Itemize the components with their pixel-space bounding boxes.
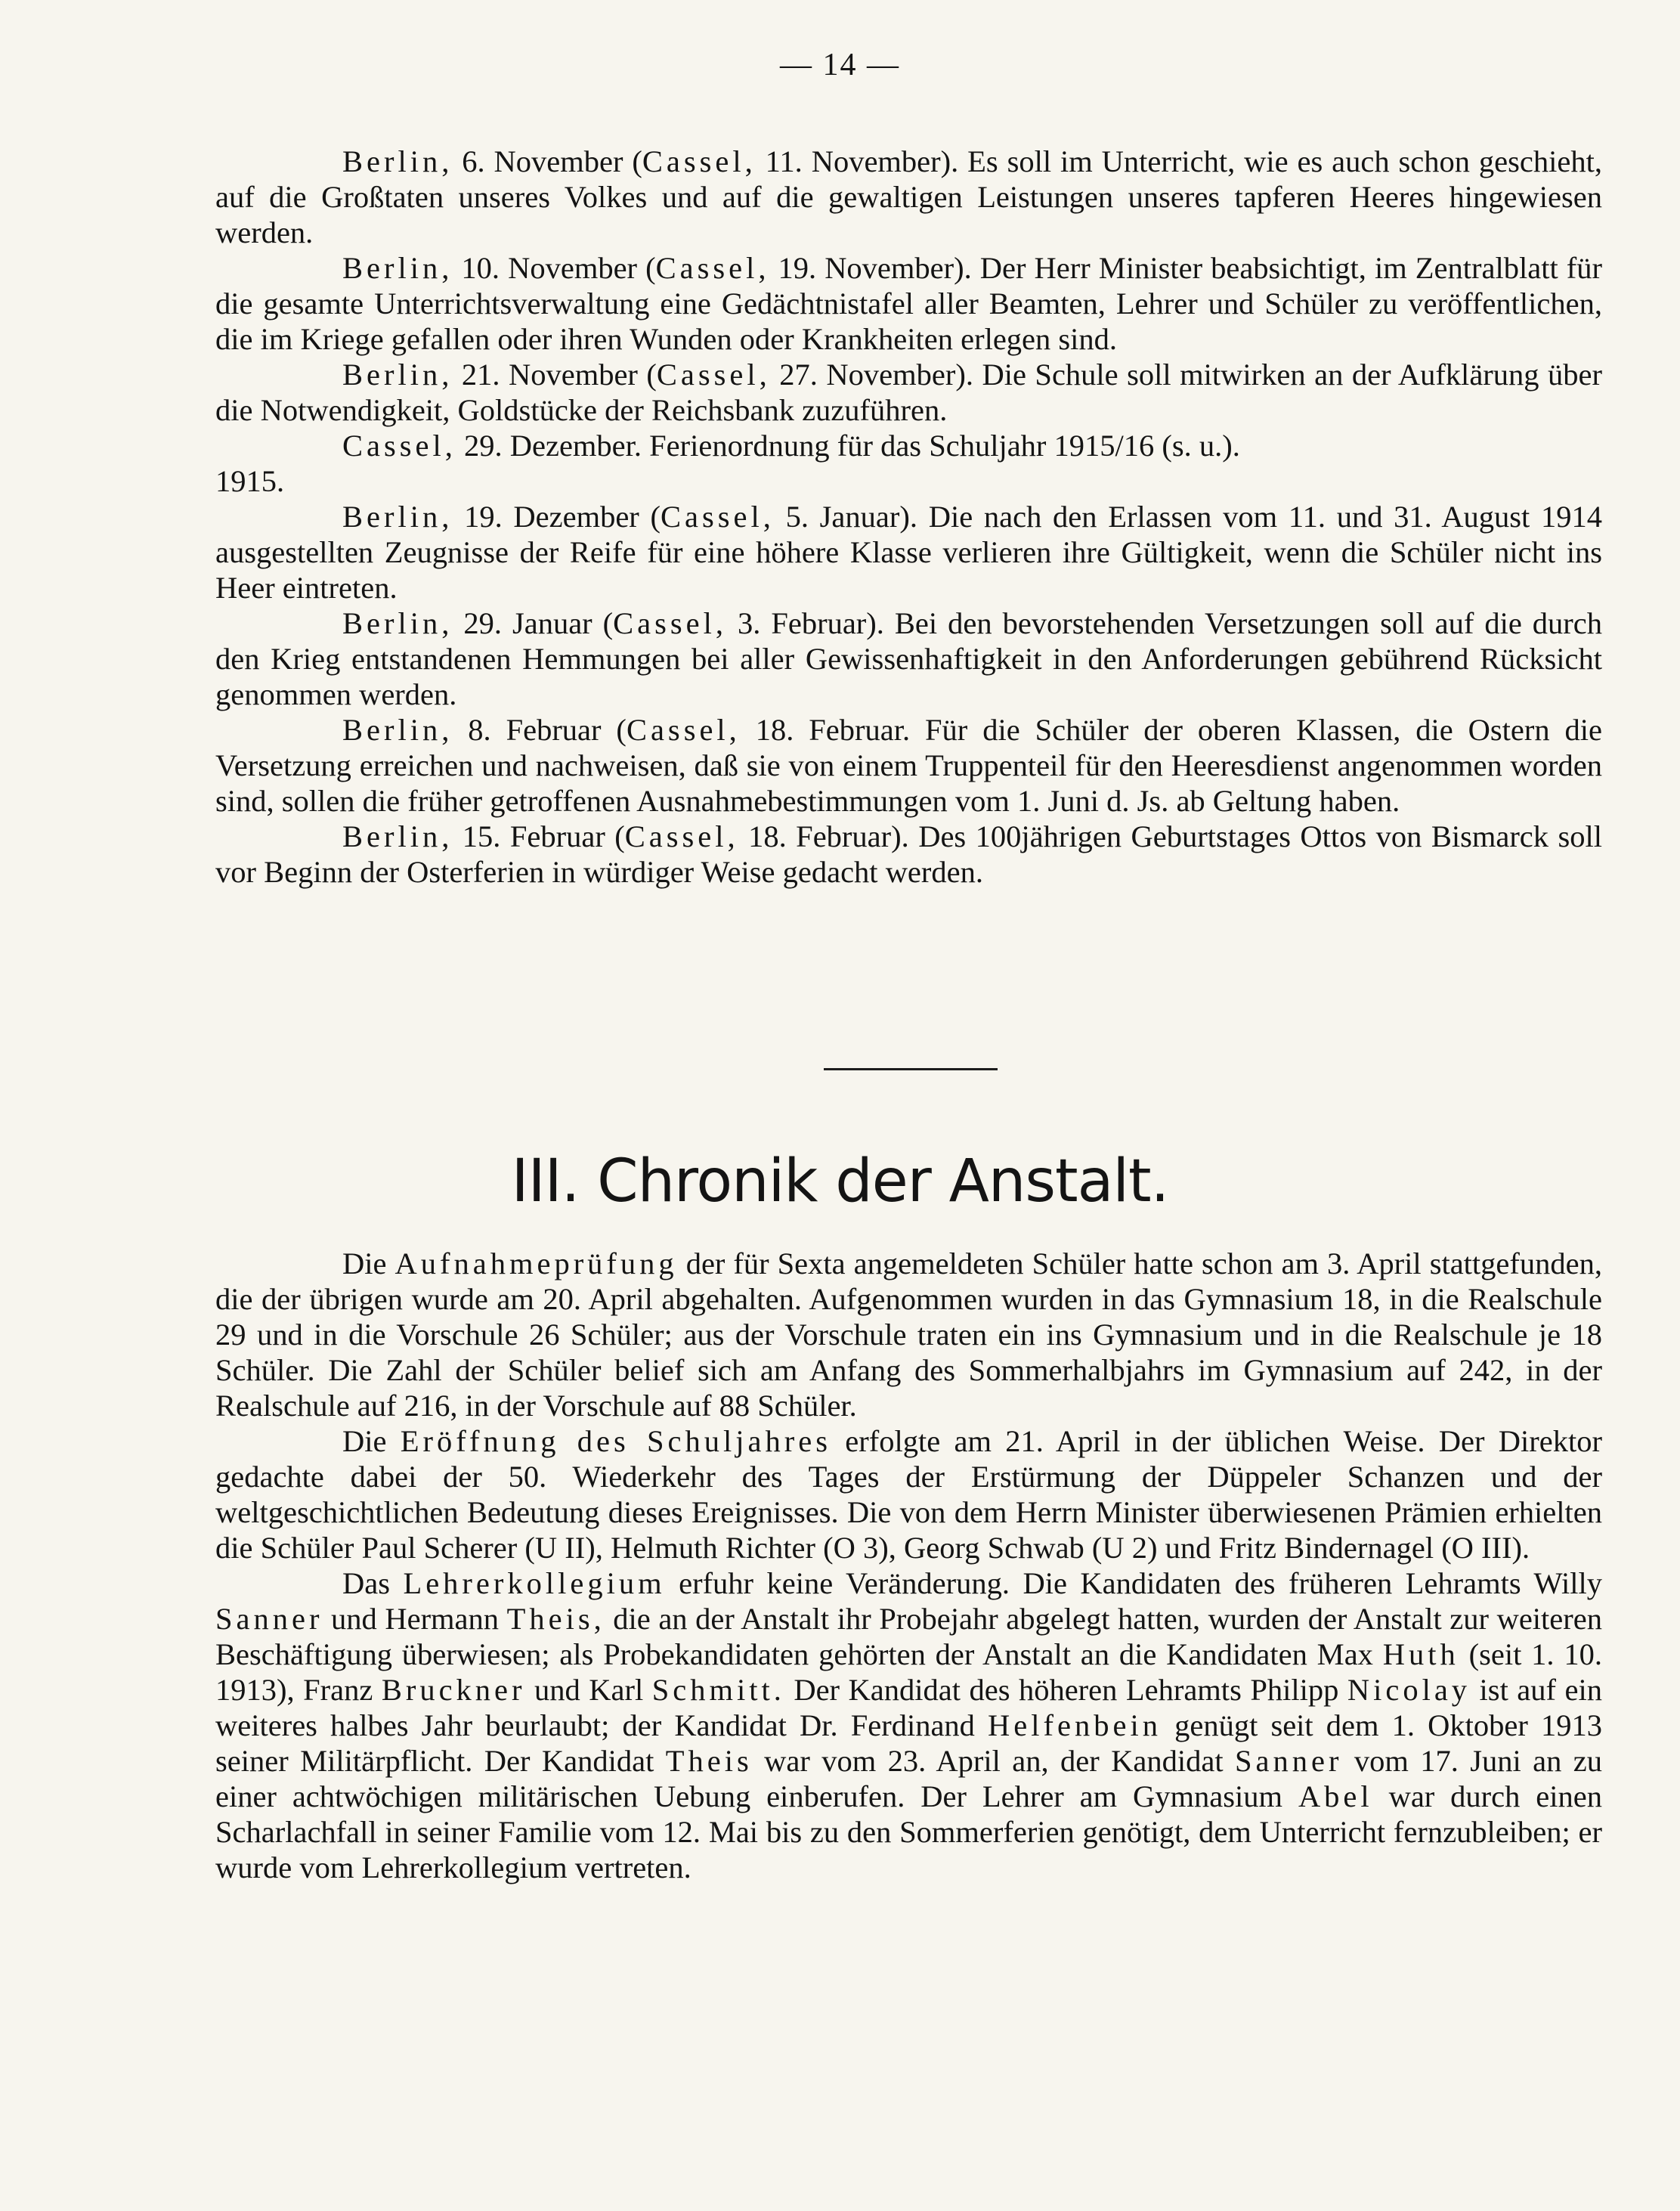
decree-paragraph: Berlin, 10. November (Cassel, 19. November). Der Herr Minister beabsichtigt, im Zentralblatt für die gesamte Unterrichtsverwaltung eine Gedächtnistafel aller Beamten, Lehrer und Schüler zu veröffentlichen, die im Kriege gefallen oder ihren Wunden oder Krankheiten erlegen sind. [215,251,1602,356]
decree-paragraph: Berlin, 29. Januar (Cassel, 3. Februar). Bei den bevorstehenden Versetzungen soll auf die durch den Krieg entstandenen Hemmungen bei aller Gewissenhaftigkeit in den Anforderungen gebührend Rücksicht genommen werden. [215,606,1602,711]
decree-paragraph: Berlin, 21. November (Cassel, 27. November). Die Schule soll mitwirken an der Aufklärung über die Notwendigkeit, Goldstücke der Reichsbank zuzuführen. [215,358,1602,427]
decree-paragraph: Berlin, 19. Dezember (Cassel, 5. Januar). Die nach den Erlassen vom 11. und 31. August 1914 ausgestellten Zeugnisse der Reife für eine höhere Klasse verlieren ihre Gültigkeit, wenn die Schüler nicht ins Heer eintreten. [215,500,1602,605]
section-divider [824,1068,998,1070]
decrees-section [215,144,1602,890]
chronik-section [215,1246,1602,1885]
chronik-paragraph-staff: Das Lehrerkollegium erfuhr keine Veränderung. Die Kandidaten des früheren Lehramts Willy Sanner und Hermann Theis, die an der Anstalt ihr Probejahr abgelegt hatten, wurden der Anstalt zur weiteren Beschäftigung überwiesen; als Probekandidaten gehörten der Anstalt an die Kandidaten Max Huth (seit 1. 10. 1913), Franz Bruckner und Karl Schmitt. Der Kandidat des höheren Lehramts Philipp Nicolay ist auf ein weiteres halbes Jahr beurlaubt; der Kandidat Dr. Ferdinand Helfenbein genügt seit dem 1. Oktober 1913 seiner Militärpflicht. Der Kandidat Theis war vom 23. April an, der Kandidat Sanner vom 17. Juni an zu einer achtwöchigen militärischen Uebung einberufen. Der Lehrer am Gymnasium Abel war durch einen Scharlachfall in seiner Familie vom 12. Mai bis zu den Sommerferien genötigt, dem Unterricht fernzubleiben; er wurde vom Lehrerkollegium vertreten. [215,1566,1603,1884]
year-label: 1915. [215,464,285,498]
chapter-title: III. Chronik der Anstalt. [511,1147,1169,1215]
page-number: — 14 — [780,48,900,82]
decree-paragraph: Berlin, 6. November (Cassel, 11. November). Es soll im Unterricht, wie es auch schon geschieht, auf die Großtaten unseres Volkes und auf die gewaltigen Leistungen unseres tapferen Heeres hingewiesen werden. [215,144,1602,249]
decree-paragraph: Cassel, 29. Dezember. Ferienordnung für das Schuljahr 1915/16 (s. u.). [342,429,1240,463]
decree-paragraph: Berlin, 15. Februar (Cassel, 18. Februar). Des 100jährigen Geburtstages Ottos von Bismarck soll vor Beginn der Osterferien in würdiger Weise gedacht werden. [215,819,1602,889]
chronik-paragraph-opening: Die Eröffnung des Schuljahres erfolgte am 21. April in der üblichen Weise. Der Direktor gedachte dabei der 50. Wiederkehr des Tages der Erstürmung der Düppeler Schanzen und der weltgeschichtlichen Bedeutung dieses Ereignisses. Die von dem Herrn Minister überwiesenen Prämien erhielten die Schüler Paul Scherer (U II), Helmuth Richter (O 3), Georg Schwab (U 2) und Fritz Bindernagel (O III). [215,1424,1602,1565]
chronik-paragraph-admission: Die Aufnahmeprüfung der für Sexta angemeldeten Schüler hatte schon am 3. April stattgefunden, die der übrigen wurde am 20. April abgehalten. Aufgenommen wurden in das Gymnasium 18, in die Realschule 29 und in die Vorschule 26 Schüler; aus der Vorschule traten ein ins Gymnasium und in die Realschule je 18 Schüler. Die Zahl der Schüler belief sich am Anfang des Sommerhalbjahrs im Gymnasium auf 242, in der Realschule auf 216, in der Vorschule auf 88 Schüler. [215,1246,1602,1423]
decree-paragraph: Berlin, 8. Februar (Cassel, 18. Februar. Für die Schüler der oberen Klassen, die Ostern die Versetzung erreichen und nachweisen, daß sie von einem Truppenteil für den Heeresdienst angenommen worden sind, sollen die früher getroffenen Ausnahmebestimmungen vom 1. Juni d. Js. ab Geltung haben. [215,713,1603,818]
